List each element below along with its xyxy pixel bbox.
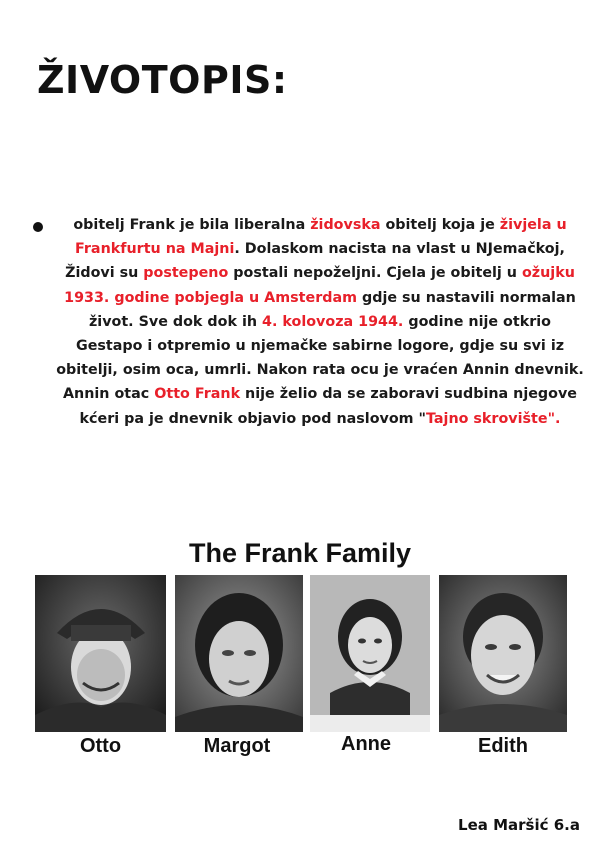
bio-segment: nije želio da se zaboravi sudbina njegove kćeri pa je dnevnik objavio pod naslovom <box>79 386 577 427</box>
bio-segment: gdje su nastavili normalan život. Sve dok dok ih <box>88 289 576 330</box>
bio-highlight: postepeno <box>143 265 229 282</box>
bio-highlight: živjela u Frankfurtu na Majni <box>75 217 567 258</box>
bio-highlight: ožujku 1933. godine pobjegla u Amsterdam <box>64 265 575 306</box>
caption-margot: Margot <box>203 735 271 757</box>
edith-photo <box>439 575 567 732</box>
caption-anne: Anne <box>341 733 391 755</box>
author-signature: Lea Maršić 6.a <box>458 816 580 834</box>
caption-edith: Edith <box>478 735 528 757</box>
bio-segment: obitelj Frank je bila liberalna <box>73 217 311 233</box>
bio-highlight: 4. kolovoza 1944. <box>262 313 404 330</box>
bio-segment: godine nije otkrio Gestapo i otpremio u njemačke sabirne logore, gdje su svi iz obitelji, osim oca, umrli. Nakon rata ocu je vraćen Annin dnevnik. Annin otac <box>56 313 584 403</box>
bio-highlight: Tajno skrovište". <box>425 410 561 427</box>
biography-text <box>55 213 585 431</box>
bio-segment: postali nepoželjni. Cjela je obitelj u <box>228 265 522 282</box>
bio-highlight: Otto Frank <box>154 386 241 403</box>
margot-photo <box>175 575 303 732</box>
bullet-icon <box>33 222 43 232</box>
anne-photo <box>310 575 430 732</box>
bio-highlight: židovska <box>310 217 381 233</box>
page-title: ŽIVOTOPIS: <box>37 58 288 102</box>
bio-segment: obitelj koja je <box>380 217 500 233</box>
caption-otto: Otto <box>79 735 122 757</box>
bio-segment: . Dolaskom nacista na vlast u NJemačkoj, Židovi su <box>65 241 565 282</box>
otto-photo <box>35 575 166 732</box>
bio-segment: " <box>418 410 426 427</box>
family-heading: The Frank Family <box>188 538 412 568</box>
biography-block <box>28 213 588 431</box>
